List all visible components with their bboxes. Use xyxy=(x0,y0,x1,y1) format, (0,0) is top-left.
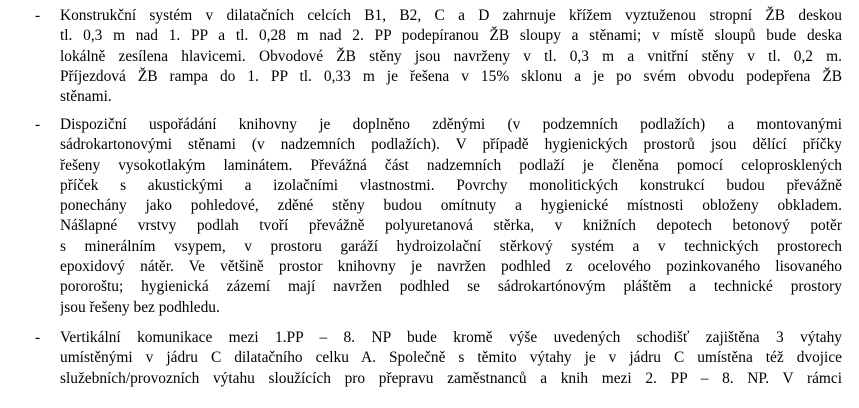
text-line: ponechány jako pohledové, zděné stěny budou omítnuty a hygienické místnosti obloženy obkladem. xyxy=(60,197,842,215)
text-line: lokálně zesílena hlavicemi. Obvodové ŽB stěny jsou navrženy v tl. 0,3 m a vnitřní stěny v tl. 0,2 m. xyxy=(60,47,842,65)
text-line: sádrokartonovými stěnami (v nadzemních podlažích). V případě hygienických prostorů jsou dělící příčky xyxy=(60,136,842,154)
paragraph-structural-system xyxy=(60,6,842,107)
text-line: Příjezdová ŽB rampa do 1. PP tl. 0,33 m je řešena v 15% sklonu a je po svém obvodu podepřena ŽB xyxy=(60,67,842,85)
text-line: pororoštu; hygienická zázemí mají navržen podhled se sádrokartónovým pláštěm a technické prostory xyxy=(60,278,842,296)
text-line: tl. 0,3 m nad 1. PP a tl. 0,28 m nad 2. PP podepíranou ŽB sloupy a stěnami; v místě sloupů bude deska xyxy=(60,27,842,45)
text-line: epoxidový nátěr. Ve většině prostor knihovny je navržen podhled z ocelového pozinkovaného lisovaného xyxy=(60,258,842,276)
bullet-dash: - xyxy=(35,329,41,346)
paragraph-layout-finishes xyxy=(60,115,842,318)
text-line: řešeny vysokotlakým laminátem. Převážná část nadzemních podlaží je členěna pomocí celoprosklených xyxy=(60,156,842,174)
text-line: s minerálním vsypem, v prostoru garáží hydroizolační stěrkový systém a v technických prostorech xyxy=(60,237,842,255)
text-line: služebních/provozních výtahu sloužících pro přepravu zaměstnanců a knih mezi 2. PP – 8. NP. V rámci xyxy=(60,369,842,387)
text-line: příček s akustickými a izolačními vlastnostmi. Povrchy monolitických konstrukcí budou převážně xyxy=(60,176,842,194)
paragraph-vertical-communication xyxy=(60,328,842,389)
text-line: Vertikální komunikace mezi 1.PP – 8. NP bude kromě výše uvedených schodišť zajištěna 3 výtahy xyxy=(60,329,842,346)
bullet-dash: - xyxy=(35,7,41,24)
bullet-dash: - xyxy=(35,116,41,133)
text-line: jsou řešeny bez podhledu. xyxy=(60,298,220,316)
text-line: stěnami. xyxy=(60,88,112,106)
text-line: Nášlapné vrstvy podlah tvoří převážně polyuretanová stěrka, v knižních depotech betonový potěr xyxy=(60,217,842,235)
text-line: Konstrukční systém v dilatačních celcích B1, B2, C a D zahrnuje křížem vyztuženou stropní ŽB deskou xyxy=(60,7,842,24)
text-line: Dispoziční uspořádání knihovny je doplněno zděnými (v podzemních podlažích) a montovanými xyxy=(60,116,842,133)
text-line: umístěnými v jádru C dilatačního celku A. Společně s těmito výtahy je v jádru C umístěna též dvojice xyxy=(60,349,842,367)
